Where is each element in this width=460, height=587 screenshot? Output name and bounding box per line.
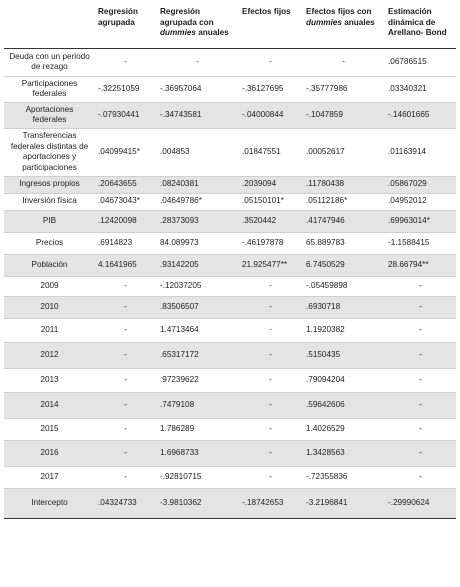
table-cell: .59642606: [302, 392, 384, 418]
table-cell: .20643655: [94, 176, 156, 193]
table-cell: .93142205: [156, 254, 238, 276]
table-cell: -: [94, 440, 156, 466]
row-label: Inversión física: [4, 193, 94, 210]
row-label: 2012: [4, 342, 94, 368]
table-cell: .11780438: [302, 176, 384, 193]
row-label: PIB: [4, 210, 94, 232]
table-cell: -: [94, 392, 156, 418]
row-label: Aportaciones federales: [4, 102, 94, 128]
table-cell: .01847551: [238, 128, 302, 176]
row-label: 2014: [4, 392, 94, 418]
table-cell: 28.66794**: [384, 254, 456, 276]
table-cell: .05112186*: [302, 193, 384, 210]
table-cell: -: [94, 418, 156, 440]
row-label: 2013: [4, 368, 94, 392]
table-row: [4, 418, 456, 440]
table-cell: 1.6968733: [156, 440, 238, 466]
row-label: Transferencias federales distintas de aportaciones y participaciones: [4, 128, 94, 176]
header-arellano-bond: Estimación dinámica de Arellano- Bond: [384, 4, 456, 48]
row-label: 2015: [4, 418, 94, 440]
table-row: [4, 440, 456, 466]
row-label: Participaciones federales: [4, 76, 94, 102]
table-cell: -: [384, 466, 456, 488]
table-cell: -: [94, 368, 156, 392]
table-cell: -.14601665: [384, 102, 456, 128]
table-cell: .97239622: [156, 368, 238, 392]
table-cell: .6914823: [94, 232, 156, 254]
table-row: [4, 254, 456, 276]
table-cell: -: [384, 318, 456, 342]
table-cell: -.12037205: [156, 276, 238, 296]
table-cell: 6.7450529: [302, 254, 384, 276]
table-cell: -.32251059: [94, 76, 156, 102]
table-cell: -.18742653: [238, 488, 302, 518]
table-cell: .6930718: [302, 296, 384, 318]
table-cell: -.05459898: [302, 276, 384, 296]
table-cell: .5150435: [302, 342, 384, 368]
table-cell: .04324733: [94, 488, 156, 518]
table-cell: .04952012: [384, 193, 456, 210]
table-cell: .004853: [156, 128, 238, 176]
table-cell: -: [94, 342, 156, 368]
table-cell: -.36957064: [156, 76, 238, 102]
table-cell: .01163914: [384, 128, 456, 176]
table-cell: .04099415*: [94, 128, 156, 176]
table-cell: -: [238, 342, 302, 368]
table-cell: .41747946: [302, 210, 384, 232]
table-cell: .08240381: [156, 176, 238, 193]
table-cell: .06786515: [384, 48, 456, 76]
table-row: [4, 342, 456, 368]
row-label: Intercepto: [4, 488, 94, 518]
table-cell: -: [384, 392, 456, 418]
table-cell: -: [156, 48, 238, 76]
table-cell: -.46197878: [238, 232, 302, 254]
row-label: Población: [4, 254, 94, 276]
table-cell: -: [94, 276, 156, 296]
table-cell: .03340321: [384, 76, 456, 102]
regression-table: [4, 4, 456, 519]
table-cell: -3.9810362: [156, 488, 238, 518]
table-cell: -.1047859: [302, 102, 384, 128]
table-row: [4, 210, 456, 232]
table-cell: -: [384, 276, 456, 296]
table-cell: 1.4713464: [156, 318, 238, 342]
table-cell: -: [94, 48, 156, 76]
table-cell: -: [384, 368, 456, 392]
table-row: [4, 102, 456, 128]
table-cell: .7479108: [156, 392, 238, 418]
table-cell: 4.1641965: [94, 254, 156, 276]
table-row: [4, 466, 456, 488]
table-cell: 1.4026529: [302, 418, 384, 440]
table-cell: -: [238, 466, 302, 488]
table-cell: -.07930441: [94, 102, 156, 128]
table-row: [4, 193, 456, 210]
table-cell: -: [384, 342, 456, 368]
table-cell: 1.786289: [156, 418, 238, 440]
table-row: [4, 232, 456, 254]
table-cell: .3520442: [238, 210, 302, 232]
table-cell: -: [384, 440, 456, 466]
table-cell: -.36127695: [238, 76, 302, 102]
header-fixed-effects: Efectos fijos: [238, 4, 302, 48]
table-row: [4, 128, 456, 176]
table-cell: .05150101*: [238, 193, 302, 210]
table-cell: -: [94, 466, 156, 488]
table-cell: -1.1588415: [384, 232, 456, 254]
table-cell: -: [238, 276, 302, 296]
table-cell: .00052617: [302, 128, 384, 176]
table-cell: -: [238, 296, 302, 318]
table-cell: -.04000844: [238, 102, 302, 128]
table-cell: -.34743581: [156, 102, 238, 128]
table-cell: -: [238, 392, 302, 418]
table-cell: .79094204: [302, 368, 384, 392]
header-blank: [4, 4, 94, 48]
table-cell: .83506507: [156, 296, 238, 318]
table-row: [4, 296, 456, 318]
table-cell: -: [384, 418, 456, 440]
table-cell: -3.2196841: [302, 488, 384, 518]
table-cell: 1.3428563: [302, 440, 384, 466]
table-cell: -: [94, 318, 156, 342]
header-fixed-effects-dummies: Efectos fijos con dummies anuales: [302, 4, 384, 48]
row-label: Deuda con un periodo de rezago: [4, 48, 94, 76]
header-pooled: Regresión agrupada: [94, 4, 156, 48]
table-cell: -: [94, 296, 156, 318]
table-cell: .69963014*: [384, 210, 456, 232]
table-row: [4, 318, 456, 342]
table-cell: .65317172: [156, 342, 238, 368]
row-label: 2009: [4, 276, 94, 296]
table-cell: -.35777986: [302, 76, 384, 102]
table-row: [4, 76, 456, 102]
table-cell: -: [238, 368, 302, 392]
table-cell: -: [302, 48, 384, 76]
row-label: Ingresos propios: [4, 176, 94, 193]
table-cell: 65.889783: [302, 232, 384, 254]
row-label: 2016: [4, 440, 94, 466]
table-cell: .12420098: [94, 210, 156, 232]
table-cell: -: [238, 318, 302, 342]
table-cell: .2039094: [238, 176, 302, 193]
table-cell: .28373093: [156, 210, 238, 232]
row-label: 2011: [4, 318, 94, 342]
table-cell: 1.1920382: [302, 318, 384, 342]
table-row: [4, 276, 456, 296]
table-row: [4, 368, 456, 392]
table-row: [4, 488, 456, 518]
table-cell: -: [238, 418, 302, 440]
table-cell: -.92810715: [156, 466, 238, 488]
table-cell: -.72355836: [302, 466, 384, 488]
table-cell: -: [238, 440, 302, 466]
header-pooled-dummies: Regresión agrupada con dummies anuales: [156, 4, 238, 48]
table-cell: 84.089973: [156, 232, 238, 254]
table-cell: .04673043*: [94, 193, 156, 210]
table-cell: -: [384, 296, 456, 318]
row-label: Precios: [4, 232, 94, 254]
table-row: [4, 392, 456, 418]
table-row: [4, 176, 456, 193]
table-row: [4, 48, 456, 76]
table-cell: -: [238, 48, 302, 76]
header-row: [4, 4, 456, 48]
table-cell: 21.925477**: [238, 254, 302, 276]
row-label: 2010: [4, 296, 94, 318]
table-cell: -.29990624: [384, 488, 456, 518]
row-label: 2017: [4, 466, 94, 488]
table-cell: .04649786*: [156, 193, 238, 210]
table-cell: .05867029: [384, 176, 456, 193]
